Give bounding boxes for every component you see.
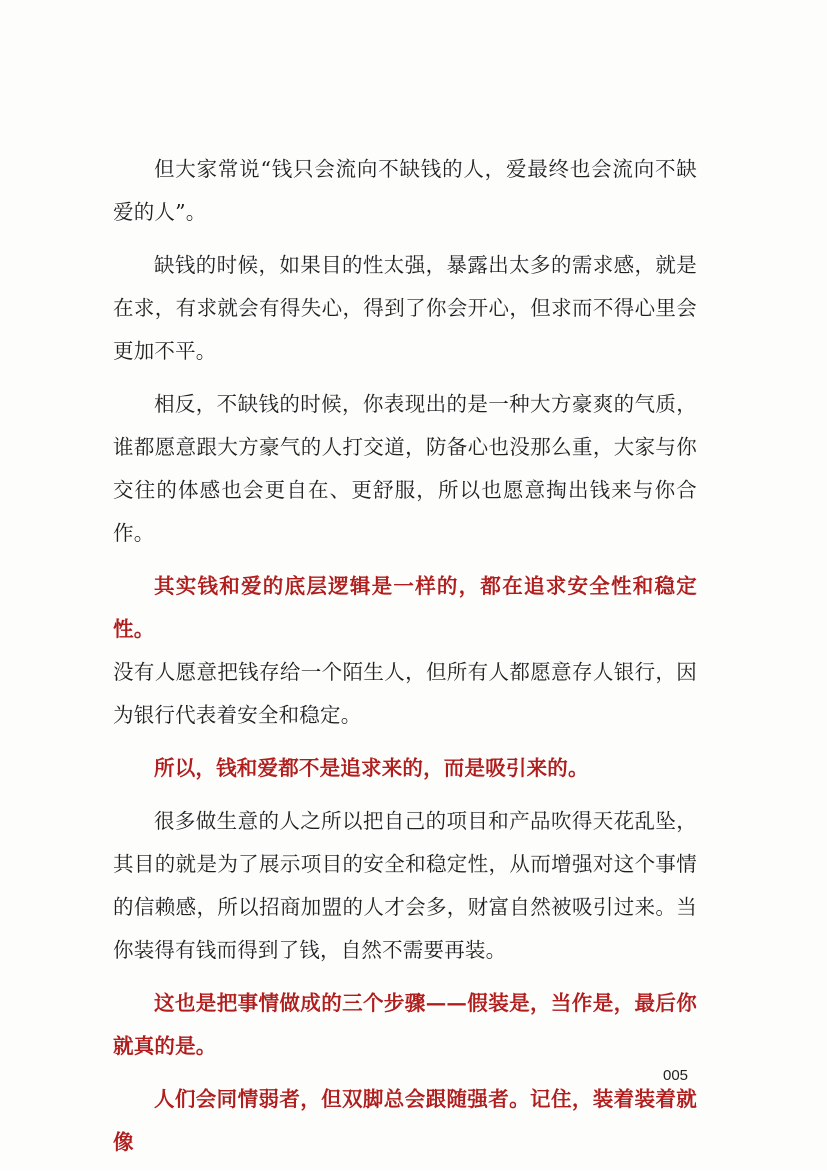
paragraph-4: 没有人愿意把钱存给一个陌生人，但所有人都愿意存人银行，因为银行代表着安全和稳定。 (113, 660, 697, 727)
emphasis-paragraph-3: 这也是把事情做成的三个步骤——假装是，当作是，最后你就真的是。 (113, 991, 697, 1058)
emphasis-paragraph-1: 其实钱和爱的底层逻辑是一样的，都在追求安全性和稳定性。 (113, 574, 697, 641)
emphasis-paragraph-2: 所以，钱和爱都不是追求来的，而是吸引来的。 (154, 756, 589, 780)
paragraph-5: 很多做生意的人之所以把自己的项目和产品吹得天花乱坠，其目的就是为了展示项目的安全和稳定性，从而增强对这个事情的信赖感，所以招商加盟的人才会多，财富自然被吸引过来。当你装得有钱而得到了钱，自然不需要再装。 (113, 809, 697, 962)
paragraph-3: 相反，不缺钱的时候，你表现出的是一种大方豪爽的气质，谁都愿意跟大方豪气的人打交道，防备心也没那么重，大家与你交往的体感也会更自在、更舒服，所以也愿意掏出钱来与你合作。 (113, 392, 697, 545)
body-text (113, 148, 697, 1174)
emphasis-paragraph-4: 人们会同情弱者，但双脚总会跟随强者。记住，装着装着就像 (113, 1087, 697, 1154)
page-number: 005 (663, 1067, 689, 1084)
paragraph-1: 但大家常说“钱只会流向不缺钱的人，爱最终也会流向不缺爱的人”。 (113, 157, 697, 224)
paragraph-2: 缺钱的时候，如果目的性太强，暴露出太多的需求感，就是在求，有求就会有得失心，得到了你会开心，但求而不得心里会更加不平。 (113, 253, 697, 363)
